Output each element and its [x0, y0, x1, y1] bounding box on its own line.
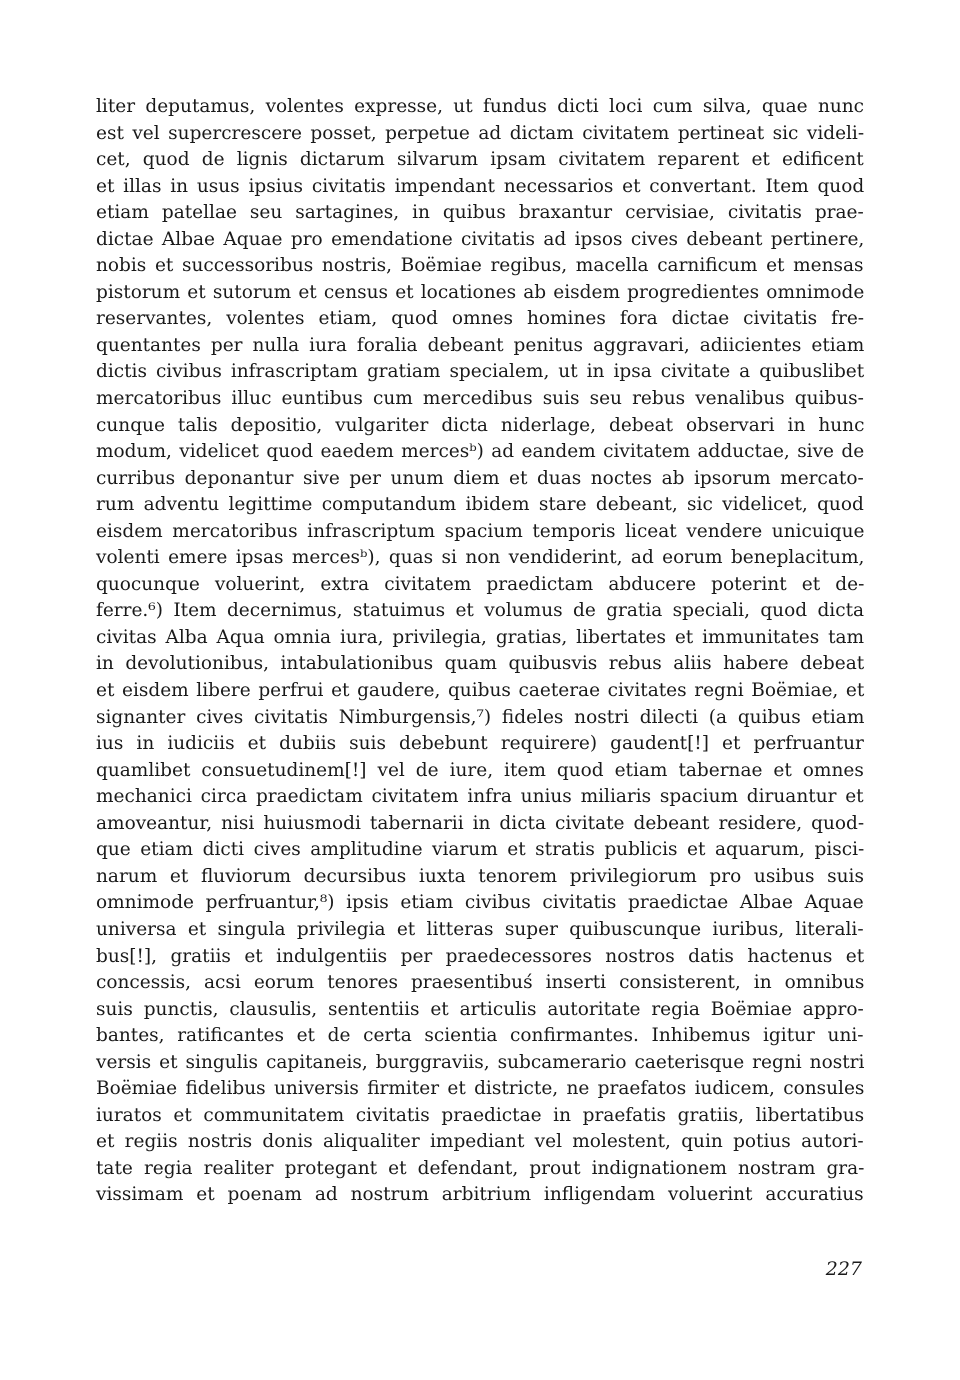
text-line: et illas in usus ipsius civitatis impendant necessarios et convertant. Item quod [96, 175, 865, 197]
text-line: tate regia realiter protegant et defendant, prout indignationem nostram gra- [96, 1157, 865, 1179]
text-line: vissimam et poenam ad nostrum arbitrium infligendam voluerint accuratius [96, 1184, 864, 1206]
text-line: omnimode perfruantur,⁸) ipsis etiam civibus civitatis praedictae Albae Aquae [96, 892, 864, 914]
text-line: universa et singula privilegia et litteras super quibuscunque iuribus, literali- [96, 918, 864, 940]
text-line: dictis civibus infrascriptam gratiam specialem, ut in ipsa civitate a quibuslibet [96, 361, 865, 383]
text-line: pistorum et sutorum et census et locationes ab eisdem progredientes omnimode [96, 281, 865, 303]
text-line: eisdem mercatoribus infrascriptum spacium temporis liceat vendere unicuique [96, 520, 865, 542]
body-text [96, 94, 864, 1209]
text-line: bantes, ratificantes et de certa scientia confirmantes. Inhibemus igitur uni- [96, 1025, 864, 1047]
text-line: iuratos et communitatem civitatis praedictae in praefatis gratiis, libertatibus [96, 1104, 865, 1126]
text-line: in devolutionibus, intabulationibus quam quibusvis rebus aliis habere debeat [96, 653, 865, 675]
text-line: et regiis nostris donis aliqualiter impediant vel molestent, quin potius autori- [96, 1131, 864, 1153]
text-line: suis punctis, clausulis, sententiis et articulis autoritate regia Boëmiae appro- [96, 998, 864, 1020]
text-line: reservantes, volentes etiam, quod omnes homines fora dictae civitatis fre- [96, 308, 865, 330]
text-line: etiam patellae seu sartagines, in quibus braxantur cervisiae, civitatis prae- [96, 202, 864, 224]
text-line: quentantes per nulla iura foralia debeant penitus aggravari, adiicientes etiam [96, 334, 865, 356]
text-line: mechanici circa praedictam civitatem infra unius miliaris spacium diruantur et [96, 786, 864, 808]
text-line: est vel supercrescere posset, perpetue ad dictam civitatem pertineat sic videli- [96, 122, 865, 144]
text-line: signanter cives civitatis Nimburgensis,⁷) fideles nostri dilecti (a quibus etiam [96, 706, 865, 728]
text-line: ferre.⁶) Item decernimus, statuimus et volumus de gratia speciali, quod dicta [96, 600, 865, 622]
text-line: dictae Albae Aquae pro emendatione civitatis ad ipsos cives debeant pertinere, [96, 228, 865, 250]
text-line: rum adventu legittime computandum ibidem stare debeant, sic videlicet, quod [96, 494, 864, 516]
text-line: volenti emere ipsas mercesᵇ), quas si non vendiderint, ad eorum beneplacitum, [96, 547, 865, 569]
text-line: Boëmiae fidelibus universis firmiter et districte, ne praefatos iudicem, consules [96, 1078, 865, 1100]
text-line: curribus deponantur sive per unum diem et duas noctes ab ipsorum mercato- [96, 467, 864, 489]
page-number: 227 [825, 1258, 862, 1280]
text-line: quocunque voluerint, extra civitatem praedictam abducere poterint et de- [96, 573, 865, 595]
text-line: et eisdem libere perfrui et gaudere, quibus caeterae civitates regni Boëmiae, et [96, 680, 865, 702]
text-line: amoveantur, nisi huiusmodi tabernarii in dicta civitate debeant residere, quod- [96, 812, 865, 834]
text-line: bus[!], gratiis et indulgentiis per praedecessores nostros datis hactenus et [96, 945, 865, 967]
text-line: versis et singulis capitaneis, burggraviis, subcamerario caeterisque regni nostri [96, 1051, 865, 1073]
text-line: narum et fluviorum decursibus iuxta tenorem privilegiorum pro usibus suis [96, 865, 864, 887]
text-line: quamlibet consuetudinem[!] vel de iure, item quod etiam tabernae et omnes [96, 759, 864, 781]
text-line: liter deputamus, volentes expresse, ut fundus dicti loci cum silva, quae nunc [96, 96, 865, 117]
text-line: civitas Alba Aqua omnia iura, privilegia, gratias, libertates et immunitates tam [96, 626, 865, 648]
text-line: nobis et successoribus nostris, Boëmiae regibus, macella carnificum et mensas [96, 255, 864, 277]
text-line: que etiam dicti cives amplitudine viarum et stratis publicis et aquarum, pisci- [96, 839, 865, 861]
text-line: ius in iudiciis et dubiis suis debebunt requirere) gaudent[!] et perfruantur [96, 733, 864, 755]
text-line: cet, quod de lignis dictarum silvarum ipsam civitatem reparent et edificent [96, 149, 864, 171]
text-line: mercatoribus illuc euntibus cum mercedibus suis seu rebus venalibus quibus- [96, 388, 864, 410]
text-line: cunque talis depositio, vulgariter dicta niderlage, debeat observari in hunc [96, 414, 865, 436]
text-line: concessis, acsi eorum tenores praesentibuś inserti consisterent, in omnibus [96, 972, 865, 994]
text-line: modum, videlicet quod eaedem mercesᵇ) ad eandem civitatem adductae, sive de [96, 441, 865, 463]
